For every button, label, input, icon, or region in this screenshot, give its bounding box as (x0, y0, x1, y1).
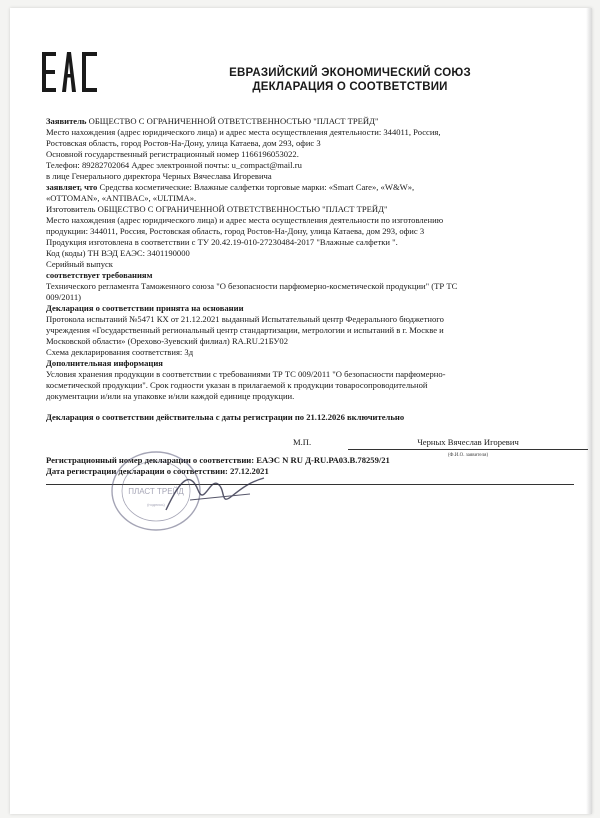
additional-line-2: косметической продукции". Срок годности указан в прилагаемой к продукции товаросопроводительной (46, 380, 428, 390)
applicant-address-1: Место нахождения (адрес юридического лица) и адрес места осуществления деятельности: 344011, Россия, (46, 127, 441, 137)
signer-caption: (Ф.И.О. заявителя) (447, 453, 489, 458)
applicant-ogrn: Основной государственный регистрационный номер 1166196053022. (46, 149, 299, 159)
signature-row (46, 433, 574, 458)
registration-number: Регистрационный номер декларации о соответствии: ЕАЭС N RU Д-RU.РА03.В.78259/21 (46, 455, 390, 465)
basis-line-1: Протокола испытаний №5471 КХ от 21.12.2021 выданный Испытательный центр Федерального бюджетного (46, 314, 444, 324)
applicant-address-2: Ростовская область, город Ростов-На-Дону, улица Катаева, дом 293, офис 3 (46, 138, 321, 148)
stamp-place-label: М.П. (293, 437, 312, 447)
conformity-line-2: 009/2011) (46, 292, 82, 302)
manufacturer-address-2: продукции: 344011, Россия, Ростовская область, город Ростов-На-Дону, улица Катаева, дом 293, офис 3 (46, 226, 425, 236)
signer-name: Черных Вячеслав Игоревич (348, 437, 588, 450)
declaration-body (46, 116, 574, 488)
applicant-line (46, 116, 574, 127)
signature-icon (160, 460, 270, 526)
declares-line (46, 182, 574, 193)
manufacturer-name: Изготовитель ОБЩЕСТВО С ОГРАНИЧЕННОЙ ОТВЕТСТВЕННОСТЬЮ "ПЛАСТ ТРЕЙД" (46, 204, 388, 214)
applicant-label: Заявитель (46, 116, 87, 126)
additional-line-3: документации и/или на упаковке и/или каждой единице продукции. (46, 391, 295, 401)
declares-line-2: «OTTOMAN», «ANTIBAC», «ULTIMA». (46, 193, 197, 203)
page-edge-shadow (586, 8, 592, 814)
svg-text:(подпись): (подпись) (147, 502, 165, 507)
basis-label: Декларация о соответствии принята на основании (46, 303, 244, 313)
svg-text:ПЛАСТ ТРЕЙД: ПЛАСТ ТРЕЙД (128, 487, 184, 496)
basis-line-2: учреждения «Государственный региональный центр стандартизации, метрологии и испытаний в г. Москве и (46, 325, 444, 335)
tn-ved-code: Код (коды) ТН ВЭД ЕАЭС: 3401190000 (46, 248, 190, 258)
title-declaration: ДЕКЛАРАЦИЯ О СООТВЕТСТВИИ (252, 81, 448, 93)
registration-date: Дата регистрации декларации о соответствии: 27.12.2021 (46, 466, 269, 476)
conformity-label: соответствует требованиям (46, 270, 153, 280)
document-title (150, 66, 550, 94)
validity-statement: Декларация о соответствии действительна с даты регистрации по 21.12.2026 включительно (46, 412, 405, 422)
manufacturer-address-1: Место нахождения (адрес юридического лица) и адрес места осуществления деятельности по изготовлению (46, 215, 444, 225)
additional-line-1: Условия хранения продукции в соответствии с требованиями ТР ТС 009/2011 "О безопасности парфюмерно- (46, 369, 446, 379)
applicant-contacts: Телефон: 89282702064 Адрес электронной почты: u_compact@mail.ru (46, 160, 302, 170)
title-union: ЕВРАЗИЙСКИЙ ЭКОНОМИЧЕСКИЙ СОЮЗ (229, 67, 471, 79)
serial-release: Серийный выпуск (46, 259, 113, 269)
applicant-name: ОБЩЕСТВО С ОГРАНИЧЕННОЙ ОТВЕТСТВЕННОСТЬЮ "ПЛАСТ ТРЕЙД" (88, 116, 379, 126)
conformity-line-1: Технического регламента Таможенного союза "О безопасности парфюмерно-косметической продукции" (ТР ТС (46, 281, 458, 291)
additional-label: Дополнительная информация (46, 358, 163, 368)
declares-label: заявляет, что (46, 182, 98, 192)
applicant-person: в лице Генерального директора Черных Вячеслава Игоревича (46, 171, 272, 181)
basis-scheme: Схема декларирования соответствия: 3д (46, 347, 194, 357)
declaration-page (10, 8, 592, 814)
basis-line-3: Московской области» (Орехово-Зуевский филиал) RA.RU.21БУ02 (46, 336, 289, 346)
eac-logo-icon (40, 48, 102, 96)
declares-text: Средства косметические: Влажные салфетки торговые марки: «Smart Care», «W&W», (99, 182, 415, 192)
manufacturer-spec: Продукция изготовлена в соответствии с ТУ 20.42.19-010-27230484-2017 "Влажные салфетки ". (46, 237, 398, 247)
